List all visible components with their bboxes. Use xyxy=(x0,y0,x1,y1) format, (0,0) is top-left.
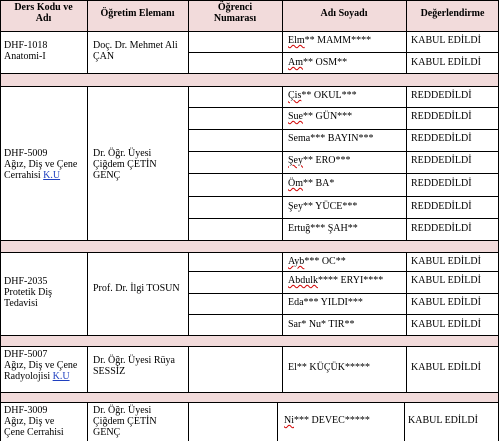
grid-line xyxy=(406,0,407,73)
evaluation-result: REDDEDİLDİ xyxy=(411,111,472,122)
student-name xyxy=(284,297,404,308)
student-name-part: Abdulk xyxy=(288,275,318,286)
grid-line xyxy=(87,0,88,73)
evaluation-result: REDDEDİLDİ xyxy=(411,133,472,144)
grid-line xyxy=(277,402,278,441)
grid-line xyxy=(0,240,499,241)
course-suffix-link[interactable]: K.U xyxy=(52,371,70,382)
grid-line xyxy=(0,252,499,253)
student-name-part: *** OC** xyxy=(304,256,346,267)
course-cell xyxy=(4,349,88,382)
grid-line xyxy=(282,86,283,240)
evaluation-result: KABUL EDİLDİ xyxy=(411,362,481,373)
grid-line xyxy=(87,252,88,335)
course-name-line: Ağız, Diş ve xyxy=(4,416,55,427)
instructor-cell: Doç. Dr. Mehmet Ali ÇAN xyxy=(93,40,178,62)
grid-line xyxy=(188,218,499,219)
evaluation-result: KABUL EDİLDİ xyxy=(411,275,481,286)
course-name-line: Çene Cerrahisi xyxy=(4,427,64,438)
course-cell xyxy=(4,148,88,181)
student-name-part: Öm xyxy=(288,178,303,189)
evaluation-result: REDDEDİLDİ xyxy=(411,155,472,166)
grid-line xyxy=(0,0,1,441)
course-code: DHF-1018 xyxy=(4,40,48,51)
group-separator xyxy=(0,392,499,402)
student-name xyxy=(284,155,404,166)
student-name xyxy=(284,319,404,330)
student-name-part: Ni xyxy=(284,415,294,426)
course-name-line: Radyolojisi xyxy=(4,371,51,382)
evaluation-result: KABUL EDİLDİ xyxy=(411,57,481,68)
group-separator xyxy=(0,240,499,252)
student-name-part: Sue xyxy=(288,111,303,122)
student-name-part: Am xyxy=(288,57,303,68)
student-name-part: ** MAMM**** xyxy=(304,35,372,46)
student-name-part: Ayb xyxy=(288,256,305,267)
student-name xyxy=(284,223,404,234)
student-name xyxy=(284,201,404,212)
header-instructor: Öğretim Elemanı xyxy=(87,0,188,31)
grid-line xyxy=(87,86,88,240)
instructor-cell: Prof. Dr. İlgi TOSUN xyxy=(93,283,180,294)
student-name-part: Elm xyxy=(288,35,305,46)
course-cell xyxy=(4,276,88,309)
student-name-part: Çis xyxy=(288,90,302,101)
course-code: DHF-2035 xyxy=(4,276,48,287)
student-name-part: El** KÜÇÜK***** xyxy=(288,362,370,373)
student-name-part: Şey xyxy=(288,155,303,166)
grid-line xyxy=(188,151,499,152)
evaluation-result: KABUL EDİLDİ xyxy=(411,35,481,46)
evaluation-result: REDDEDİLDİ xyxy=(411,223,472,234)
grid-line xyxy=(188,52,499,53)
grid-line xyxy=(188,196,499,197)
grid-line xyxy=(188,346,189,392)
grid-line xyxy=(404,402,405,441)
evaluation-result: REDDEDİLDİ xyxy=(411,178,472,189)
course-code: DHF-3009 xyxy=(4,405,48,416)
student-name-part: ** ERO*** xyxy=(303,155,351,166)
grid-line xyxy=(0,392,499,393)
course-name: Anatomi-I xyxy=(4,51,46,62)
grid-line xyxy=(188,0,189,73)
grid-line xyxy=(188,271,499,272)
grid-line xyxy=(188,402,189,441)
student-name xyxy=(284,111,404,122)
instructor-cell: Dr. Öğr. Üyesi Rüya SESSİZ xyxy=(93,355,175,377)
evaluation-result: REDDEDİLDİ xyxy=(411,90,472,101)
header-name: Adı Soyadı xyxy=(282,0,406,31)
evaluation-result: KABUL EDİLDİ xyxy=(408,415,478,426)
student-name-part: ** OSM** xyxy=(303,57,348,68)
grid-line xyxy=(87,346,88,392)
student-name-part: ** OKUL*** xyxy=(301,90,357,101)
grid-line xyxy=(188,293,499,294)
course-name-line: Tedavisi xyxy=(4,298,38,309)
student-name xyxy=(284,256,404,267)
student-name-part: Sema*** BAYIN*** xyxy=(288,133,374,144)
evaluation-result: KABUL EDİLDİ xyxy=(411,319,481,330)
student-name-part: *** DEVEC***** xyxy=(294,415,370,426)
course-name-line: Protetik Diş xyxy=(4,287,53,298)
header-evaluation: Değerlendirme xyxy=(406,0,499,31)
grid-line xyxy=(87,402,88,441)
student-name xyxy=(284,57,404,68)
grid-line xyxy=(282,0,283,73)
student-name-part: ** BA* xyxy=(303,178,335,189)
grid-line xyxy=(0,0,499,1)
student-name xyxy=(284,90,404,101)
student-name-part: Eda*** YILDI*** xyxy=(288,297,363,308)
grid-line xyxy=(188,173,499,174)
group-separator xyxy=(0,73,499,86)
header-course: Ders Kodu ve Adı xyxy=(0,0,87,31)
grid-line xyxy=(188,314,499,315)
student-name xyxy=(284,362,404,373)
grid-line xyxy=(0,73,499,74)
course-code: DHF-5007 xyxy=(4,349,48,360)
grid-line xyxy=(0,335,499,336)
grid-line xyxy=(188,86,189,240)
group-separator xyxy=(0,335,499,346)
grid-line xyxy=(406,346,407,392)
student-name-part: Şey** YÜCE*** xyxy=(288,201,358,212)
student-name-part: **** ERYI**** xyxy=(318,275,384,286)
student-name-part: Ertuğ*** ŞAH** xyxy=(288,223,358,234)
student-name xyxy=(284,35,404,46)
grid-line xyxy=(188,107,499,108)
course-cell xyxy=(4,40,86,62)
instructor-cell: Dr. Öğr. Üyesi Çiğdem ÇETİN GENÇ xyxy=(93,405,157,438)
evaluation-result: REDDEDİLDİ xyxy=(411,201,472,212)
grid-line xyxy=(188,129,499,130)
course-name-line: Cerrahisi xyxy=(4,170,41,181)
course-name-line: Ağız, Diş ve Çene xyxy=(4,159,78,170)
student-name xyxy=(284,178,404,189)
course-code: DHF-5009 xyxy=(4,148,48,159)
grid-line xyxy=(0,346,499,347)
instructor-cell: Dr. Öğr. Üyesi Çiğdem ÇETİN GENÇ xyxy=(93,148,157,181)
course-name-line: Ağız, Diş ve Çene xyxy=(4,360,78,371)
student-name xyxy=(284,275,404,286)
student-name-part: Sar* Nu* TIR** xyxy=(288,319,355,330)
student-name xyxy=(284,133,404,144)
grid-line xyxy=(0,402,499,403)
course-cell xyxy=(4,405,88,438)
course-suffix-link[interactable]: K.U xyxy=(43,170,61,181)
grid-line xyxy=(0,31,499,32)
evaluation-result: KABUL EDİLDİ xyxy=(411,297,481,308)
student-name xyxy=(280,415,404,426)
evaluation-result: KABUL EDİLDİ xyxy=(411,256,481,267)
grid-line xyxy=(406,86,407,240)
grid-line xyxy=(0,86,499,87)
grid-line xyxy=(282,346,283,392)
header-student-no: Öğrenci Numarası xyxy=(188,0,282,31)
student-name-part: ** GÜN*** xyxy=(303,111,353,122)
